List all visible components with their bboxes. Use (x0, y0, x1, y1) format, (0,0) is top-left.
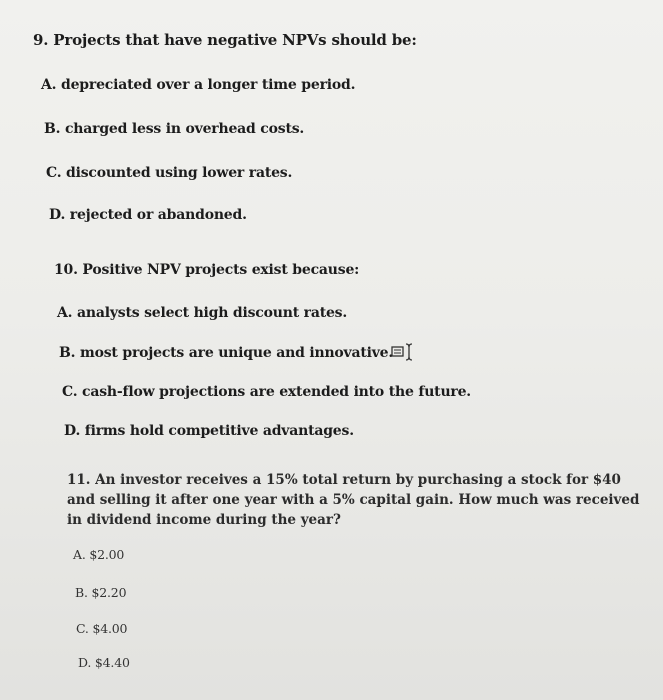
question-9-option-b[interactable]: B. charged less in overhead costs. (44, 121, 305, 137)
question-9-title: 9. Projects that have negative NPVs should be: (33, 31, 417, 49)
question-10-option-c[interactable]: C. cash-flow projections are extended into the future. (62, 384, 471, 400)
question-9-option-d[interactable]: D. rejected or abandoned. (49, 207, 247, 223)
question-11-option-d[interactable]: D. $4.40 (78, 655, 130, 670)
question-11-option-a[interactable]: A. $2.00 (73, 547, 125, 562)
text-select-cursor-icon (391, 342, 415, 362)
question-10-option-b[interactable]: B. most projects are unique and innovative. (59, 345, 394, 361)
question-9-option-a[interactable]: A. depreciated over a longer time period. (41, 77, 356, 93)
question-11-option-c[interactable]: C. $4.00 (76, 621, 128, 636)
question-9-option-c[interactable]: C. discounted using lower rates. (46, 165, 293, 181)
question-11-option-b[interactable]: B. $2.20 (75, 585, 127, 600)
question-11-text: 11. An investor receives a 15% total return by purchasing a stock for $40 and selling it after one year with a 5% capital gain. How much was received in dividend income during the year? (67, 472, 640, 528)
question-10-title: 10. Positive NPV projects exist because: (54, 262, 360, 278)
question-10-option-d[interactable]: D. firms hold competitive advantages. (64, 423, 354, 439)
question-10-option-a[interactable]: A. analysts select high discount rates. (57, 305, 348, 321)
